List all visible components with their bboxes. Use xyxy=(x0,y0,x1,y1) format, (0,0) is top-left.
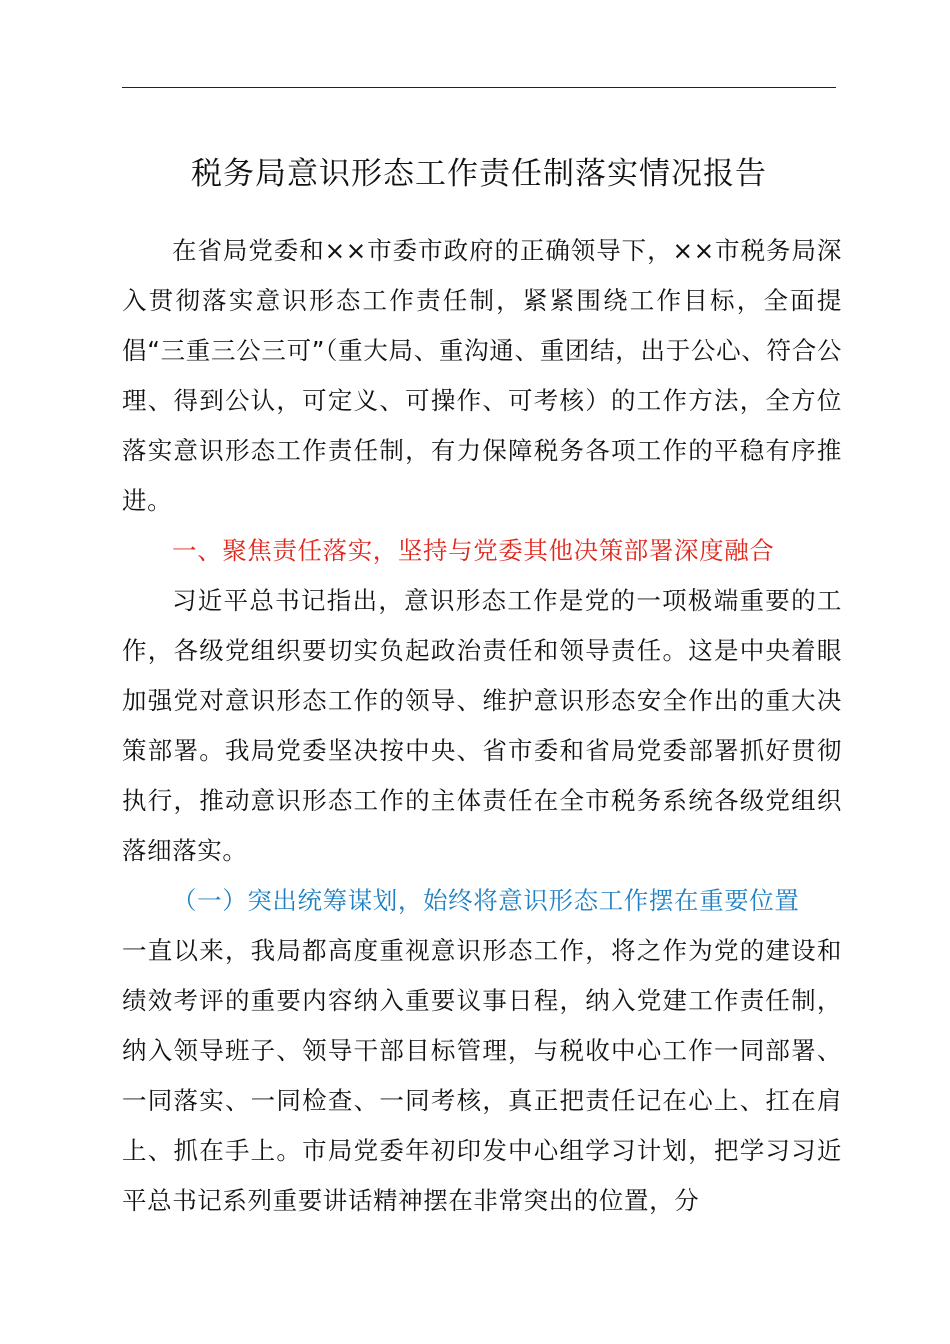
document-title: 税务局意识形态工作责任制落实情况报告 xyxy=(191,156,767,192)
subsection-1-paragraph: 一直以来，我局都高度重视意识形态工作，将之作为党的建设和绩效考评的重要内容纳入重要议事日程，纳入党建工作责任制，纳入领导班子、领导干部目标管理，与税收中心工作一同部署、一同落实、一同检查、一同考核，真正把责任记在心上、扛在肩上、抓在手上。市局党委年初印发中心组学习计划，把学习习近平总书记系列重要讲话精神摆在非常突出的位置，分 xyxy=(122,936,842,1215)
subsection-heading-1: （一）突出统筹谋划，始终将意识形态工作摆在重要位置 xyxy=(172,886,800,915)
section-1-paragraph: 习近平总书记指出，意识形态工作是党的一项极端重要的工作，各级党组织要切实负起政治责任和领导责任。这是中央着眼加强党对意识形态工作的领导、维护意识形态安全作出的重大决策部署。我局党委坚决按中央、省市委和省局党委部署抓好贯彻执行，推动意识形态工作的主体责任在全市税务系统各级党组织落细落实。 xyxy=(122,586,842,865)
header-divider xyxy=(122,87,836,88)
intro-paragraph: 在省局党委和××市委市政府的正确领导下，××市税务局深入贯彻落实意识形态工作责任制，紧紧围绕工作目标，全面提倡“三重三公三可”（重大局、重沟通、重团结，出于公心、符合公理、得到公认，可定义、可操作、可考核）的工作方法，全方位落实意识形态工作责任制，有力保障税务各项工作的平稳有序推进。 xyxy=(122,236,842,515)
section-heading-1: 一、聚焦责任落实，坚持与党委其他决策部署深度融合 xyxy=(172,536,775,565)
